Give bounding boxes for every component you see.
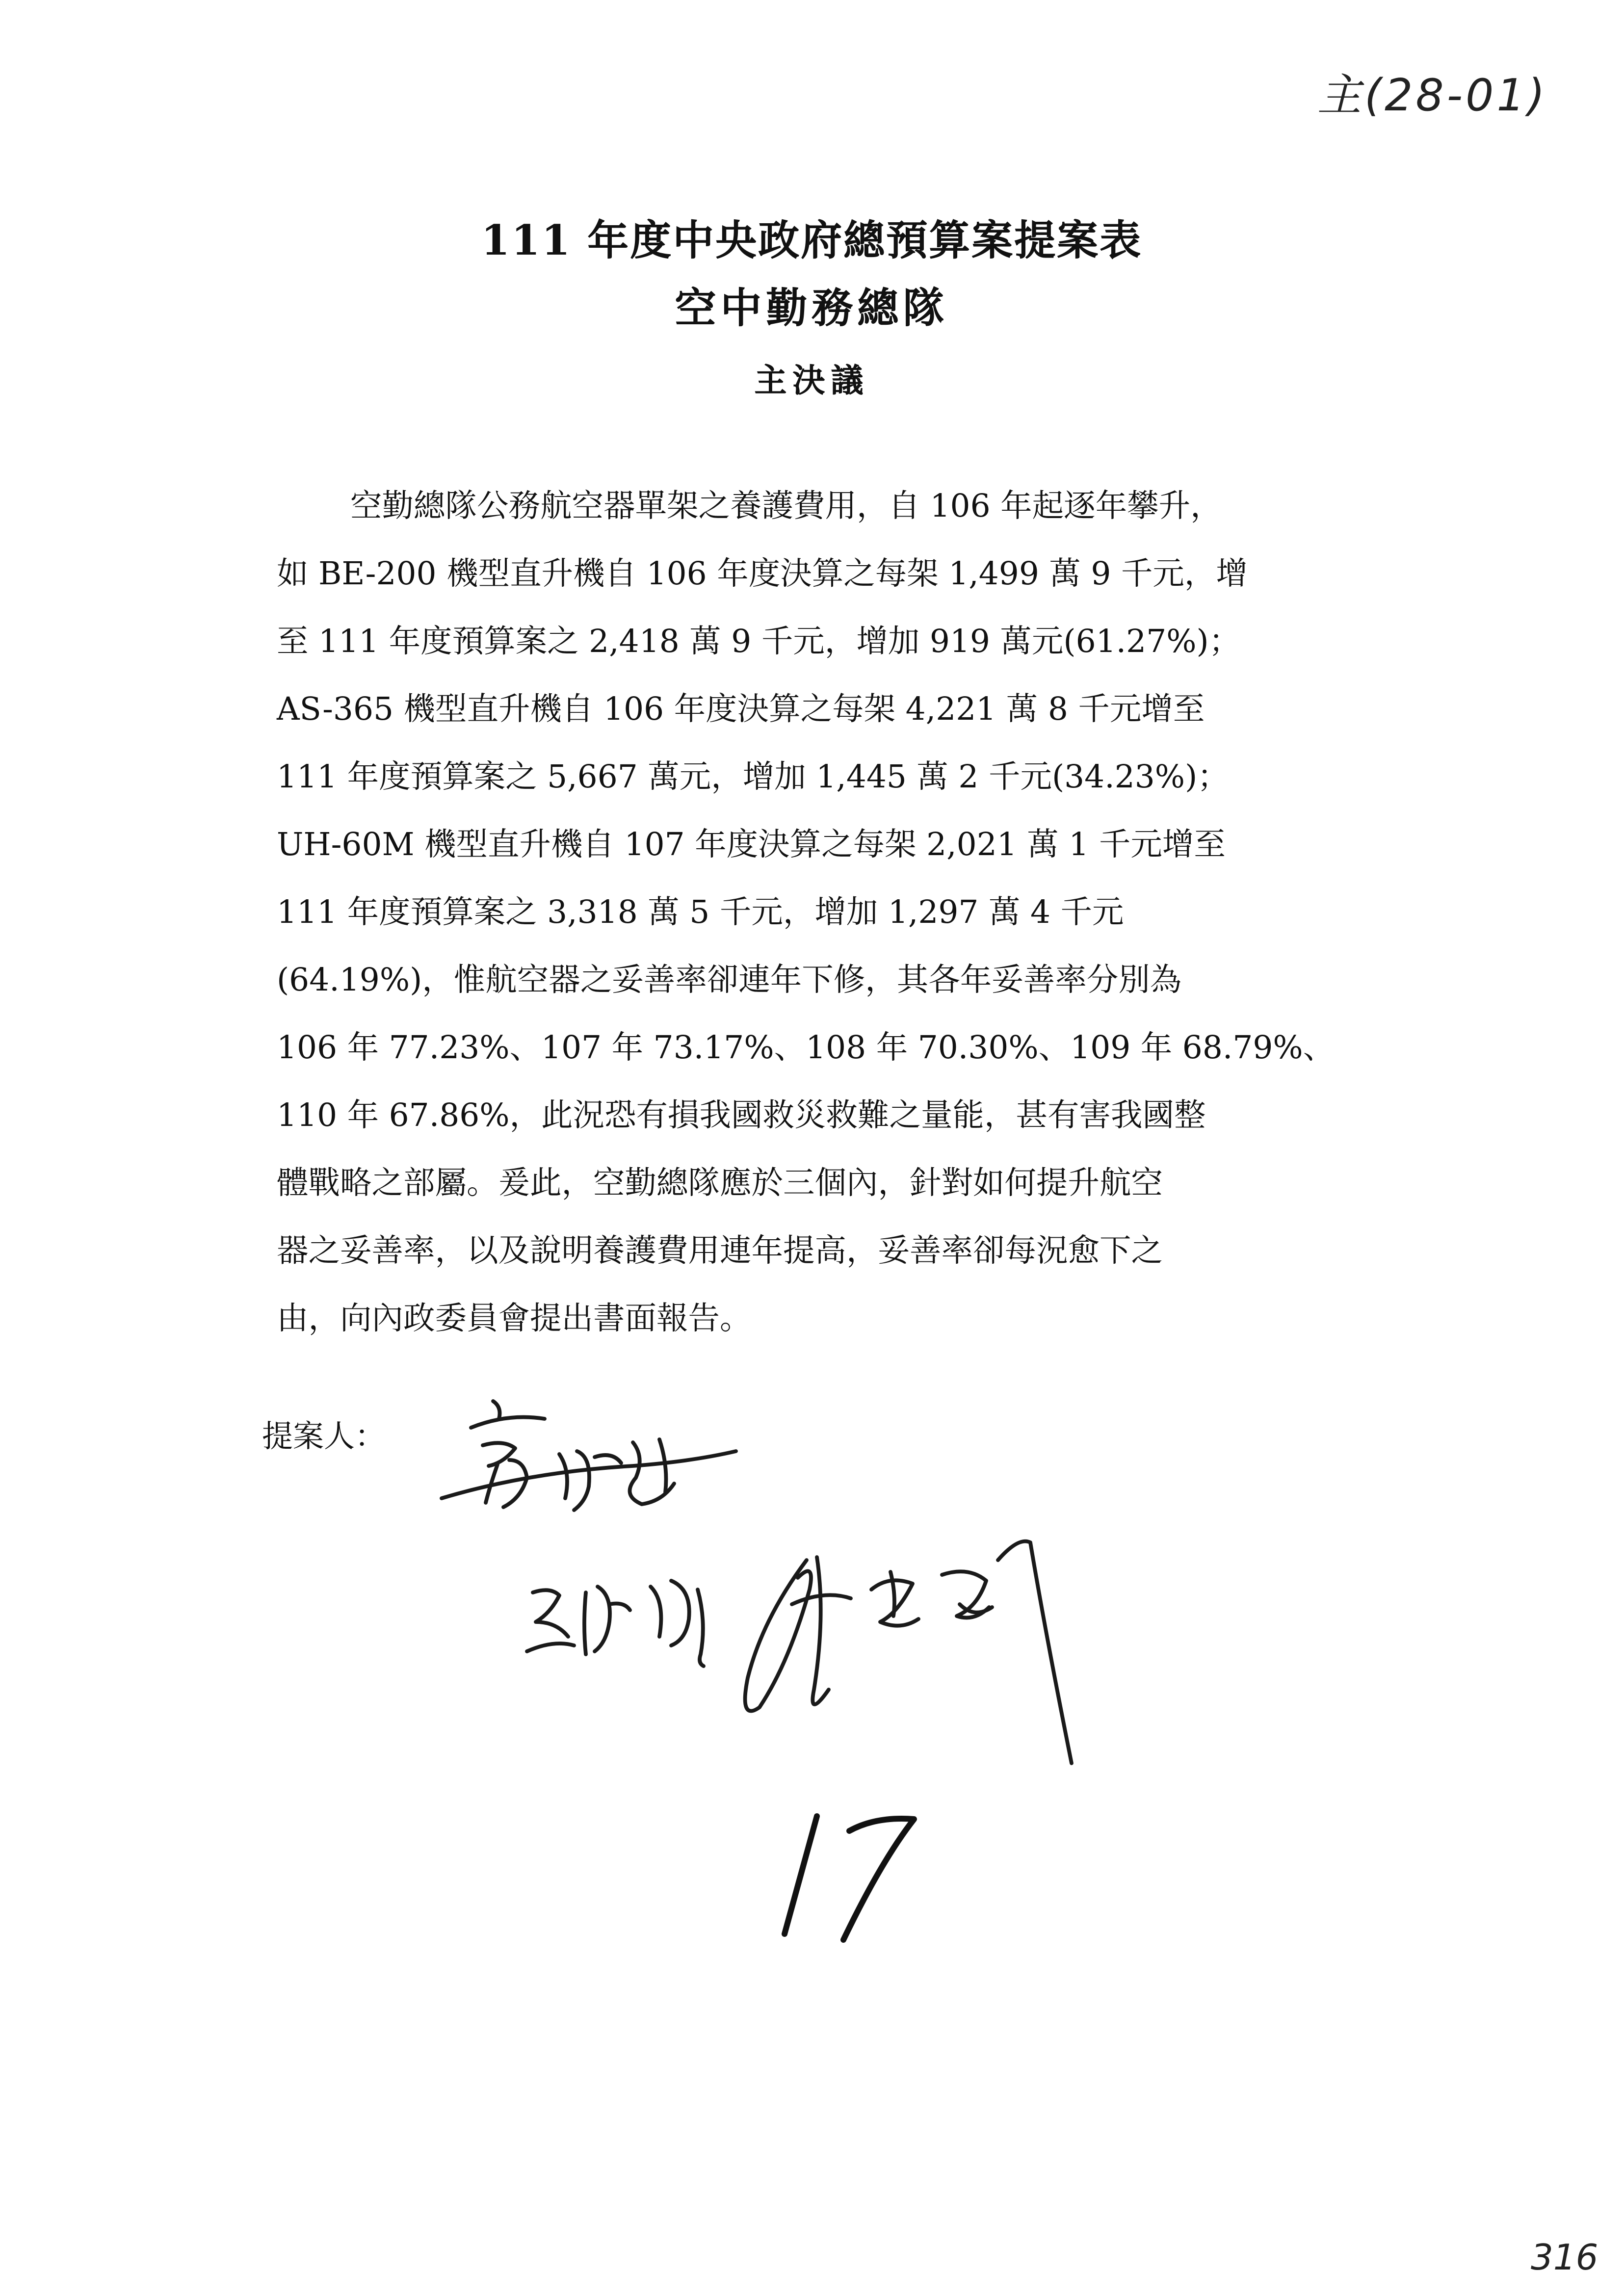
corner-note: 主(28-01) — [1317, 71, 1548, 122]
body-line: 空勤總隊公務航空器單架之養護費用，自 106 年起逐年攀升， — [350, 489, 1222, 525]
folio-number: 316 — [1531, 2237, 1598, 2278]
document-title: 111 年度中央政府總預算案提案表 — [481, 216, 1143, 265]
agency-name: 空中勤務總隊 — [675, 284, 949, 333]
proposal-body — [277, 474, 1395, 1354]
body-line: AS-365 機型直升機自 106 年度決算之每架 4,221 萬 8 千元增至 — [277, 692, 1205, 729]
signature-3 — [745, 1541, 1072, 1763]
signature-2 — [527, 1581, 704, 1666]
body-line: 111 年度預算案之 5,667 萬元，增加 1,445 萬 2 千元(34.23%)； — [277, 759, 1229, 796]
page-number-text: 17 — [773, 1806, 775, 1808]
body-line: (64.19%)，惟航空器之妥善率卻連年下修，其各年妥善率分別為 — [277, 963, 1182, 999]
body-line: 至 111 年度預算案之 2,418 萬 9 千元，增加 919 萬元(61.27%)； — [277, 624, 1241, 661]
body-line: 由，向內政委員會提出書面報告。 — [277, 1301, 752, 1338]
page-number — [773, 1807, 935, 1940]
body-line: 如 BE-200 機型直升機自 106 年度決算之每架 1,499 萬 9 千元，增 — [277, 556, 1248, 593]
body-line: 111 年度預算案之 3,318 萬 5 千元，增加 1,297 萬 4 千元 — [277, 895, 1124, 932]
body-line: 體戰略之部屬。爰此，空勤總隊應於三個內，針對如何提升航空 — [277, 1166, 1163, 1202]
body-line: 器之妥善率，以及說明養護費用連年提高，妥善率卻每況愈下之 — [277, 1233, 1163, 1270]
body-line: 106 年 77.23%、107 年 73.17%、108 年 70.30%、109 年 68.79%、 — [277, 1030, 1335, 1067]
resolution-type: 主決議 — [754, 362, 869, 400]
signature-1 — [442, 1401, 736, 1510]
proposer-label: 提案人： — [262, 1419, 386, 1454]
body-line: UH-60M 機型直升機自 107 年度決算之每架 2,021 萬 1 千元增至 — [277, 827, 1226, 864]
body-line: 110 年 67.86%，此況恐有損我國救災救難之量能，甚有害我國整 — [277, 1098, 1206, 1135]
signatures — [412, 1383, 1148, 1781]
